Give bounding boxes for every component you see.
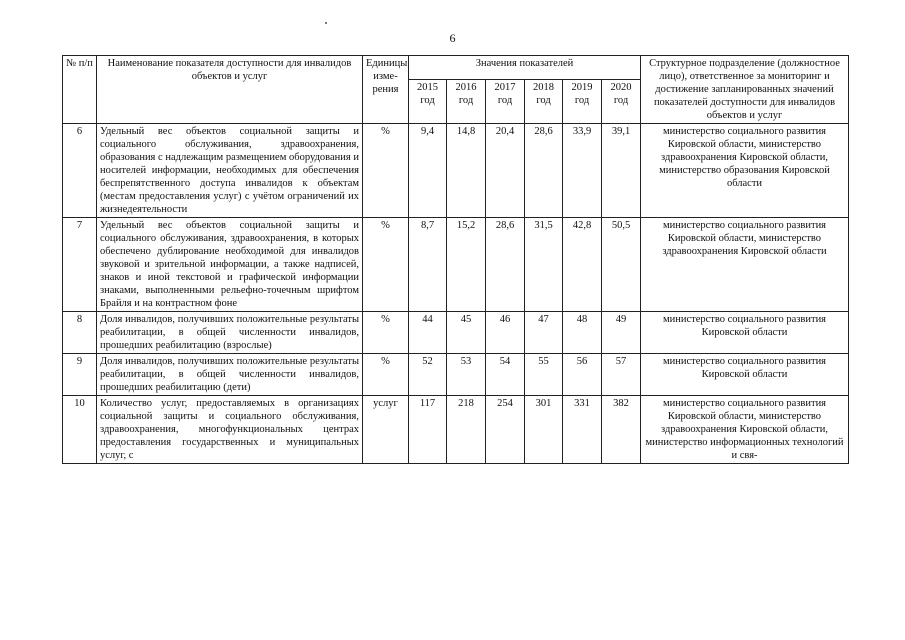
value-cell: 45 <box>447 312 486 354</box>
value-cell: 31,5 <box>525 218 563 312</box>
indicators-table <box>62 55 849 464</box>
header-year: 2017 год <box>486 80 525 124</box>
value-cell: 254 <box>486 396 525 464</box>
unit-cell: % <box>363 312 409 354</box>
value-cell: 14,8 <box>447 124 486 218</box>
row-number: 7 <box>63 218 97 312</box>
value-cell: 39,1 <box>602 124 641 218</box>
value-cell: 28,6 <box>525 124 563 218</box>
value-cell: 57 <box>602 354 641 396</box>
unit-cell: % <box>363 124 409 218</box>
value-cell: 50,5 <box>602 218 641 312</box>
indicator-name: Количество услуг, предоставляемых в организациях социальной защиты и социального обслуживания, здравоохранения, многофункциональных центрах предоставления государственных и муниципальных услуг, с <box>97 396 363 464</box>
indicator-name: Удельный вес объектов социальной защиты и социального обслуживания, здравоохранения, образования с надлежащим размещением оборудования и носителей информации, необходимых для обеспечения беспрепятственного доступа инвалидов к объектам (местам предоставления услуг) с учётом ограничений их жизнедеятельности <box>97 124 363 218</box>
header-responsible: Структурное подразделение (должностное лицо), ответственное за мониторинг и достижение запланированных значений показателей доступности для инвалидов объектов и услуг <box>641 56 849 124</box>
header-name: Наименование показателя доступности для инвалидов объектов и услуг <box>97 56 363 124</box>
value-cell: 47 <box>525 312 563 354</box>
value-cell: 8,7 <box>409 218 447 312</box>
value-cell: 49 <box>602 312 641 354</box>
value-cell: 46 <box>486 312 525 354</box>
header-year: 2018 год <box>525 80 563 124</box>
header-row-1 <box>63 56 849 80</box>
value-cell: 33,9 <box>563 124 602 218</box>
responsible-cell: министерство социального развития Кировской области <box>641 354 849 396</box>
value-cell: 52 <box>409 354 447 396</box>
row-number: 8 <box>63 312 97 354</box>
table-row <box>63 312 849 354</box>
value-cell: 55 <box>525 354 563 396</box>
value-cell: 331 <box>563 396 602 464</box>
value-cell: 28,6 <box>486 218 525 312</box>
header-year: 2019 год <box>563 80 602 124</box>
header-unit: Единицы изме-рения <box>363 56 409 124</box>
value-cell: 20,4 <box>486 124 525 218</box>
responsible-cell: министерство социального развития Кировской области <box>641 312 849 354</box>
unit-cell: % <box>363 354 409 396</box>
table-row <box>63 124 849 218</box>
value-cell: 53 <box>447 354 486 396</box>
value-cell: 218 <box>447 396 486 464</box>
table-row <box>63 218 849 312</box>
value-cell: 44 <box>409 312 447 354</box>
value-cell: 56 <box>563 354 602 396</box>
value-cell: 48 <box>563 312 602 354</box>
indicator-name: Доля инвалидов, получивших положительные результаты реабилитации, в общей численности инвалидов, прошедших реабилитацию (взрослые) <box>97 312 363 354</box>
indicator-name: Доля инвалидов, получивших положительные результаты реабилитации, в общей численности инвалидов, прошедших реабилитацию (дети) <box>97 354 363 396</box>
row-number: 10 <box>63 396 97 464</box>
scan-speck <box>325 22 327 24</box>
header-num: № п/п <box>63 56 97 124</box>
header-values-group: Значения показателей <box>409 56 641 80</box>
table-row <box>63 354 849 396</box>
unit-cell: услуг <box>363 396 409 464</box>
value-cell: 9,4 <box>409 124 447 218</box>
row-number: 9 <box>63 354 97 396</box>
value-cell: 301 <box>525 396 563 464</box>
value-cell: 15,2 <box>447 218 486 312</box>
value-cell: 117 <box>409 396 447 464</box>
row-number: 6 <box>63 124 97 218</box>
header-year: 2016 год <box>447 80 486 124</box>
header-year: 2015 год <box>409 80 447 124</box>
responsible-cell: министерство социального развития Кировской области, министерство здравоохранения Кировской области, министерство информационных технологий и свя- <box>641 396 849 464</box>
page-number: 6 <box>449 31 456 45</box>
header-year: 2020 год <box>602 80 641 124</box>
table-row <box>63 396 849 464</box>
responsible-cell: министерство социального развития Кировской области, министерство здравоохранения Кировской области, министерство образования Кировской области <box>641 124 849 218</box>
value-cell: 54 <box>486 354 525 396</box>
value-cell: 382 <box>602 396 641 464</box>
indicator-name: Удельный вес объектов социальной защиты и социального обслуживания, здравоохранения, в которых обеспечено дублирование необходимой для инвалидов звуковой и зрительной информации, а также надписей, знаков и иной текстовой и графической информации знаками, выполненными рельефно-точечным шрифтом Брайля и на контрастном фоне <box>97 218 363 312</box>
responsible-cell: министерство социального развития Кировской области, министерство здравоохранения Кировской области <box>641 218 849 312</box>
unit-cell: % <box>363 218 409 312</box>
value-cell: 42,8 <box>563 218 602 312</box>
